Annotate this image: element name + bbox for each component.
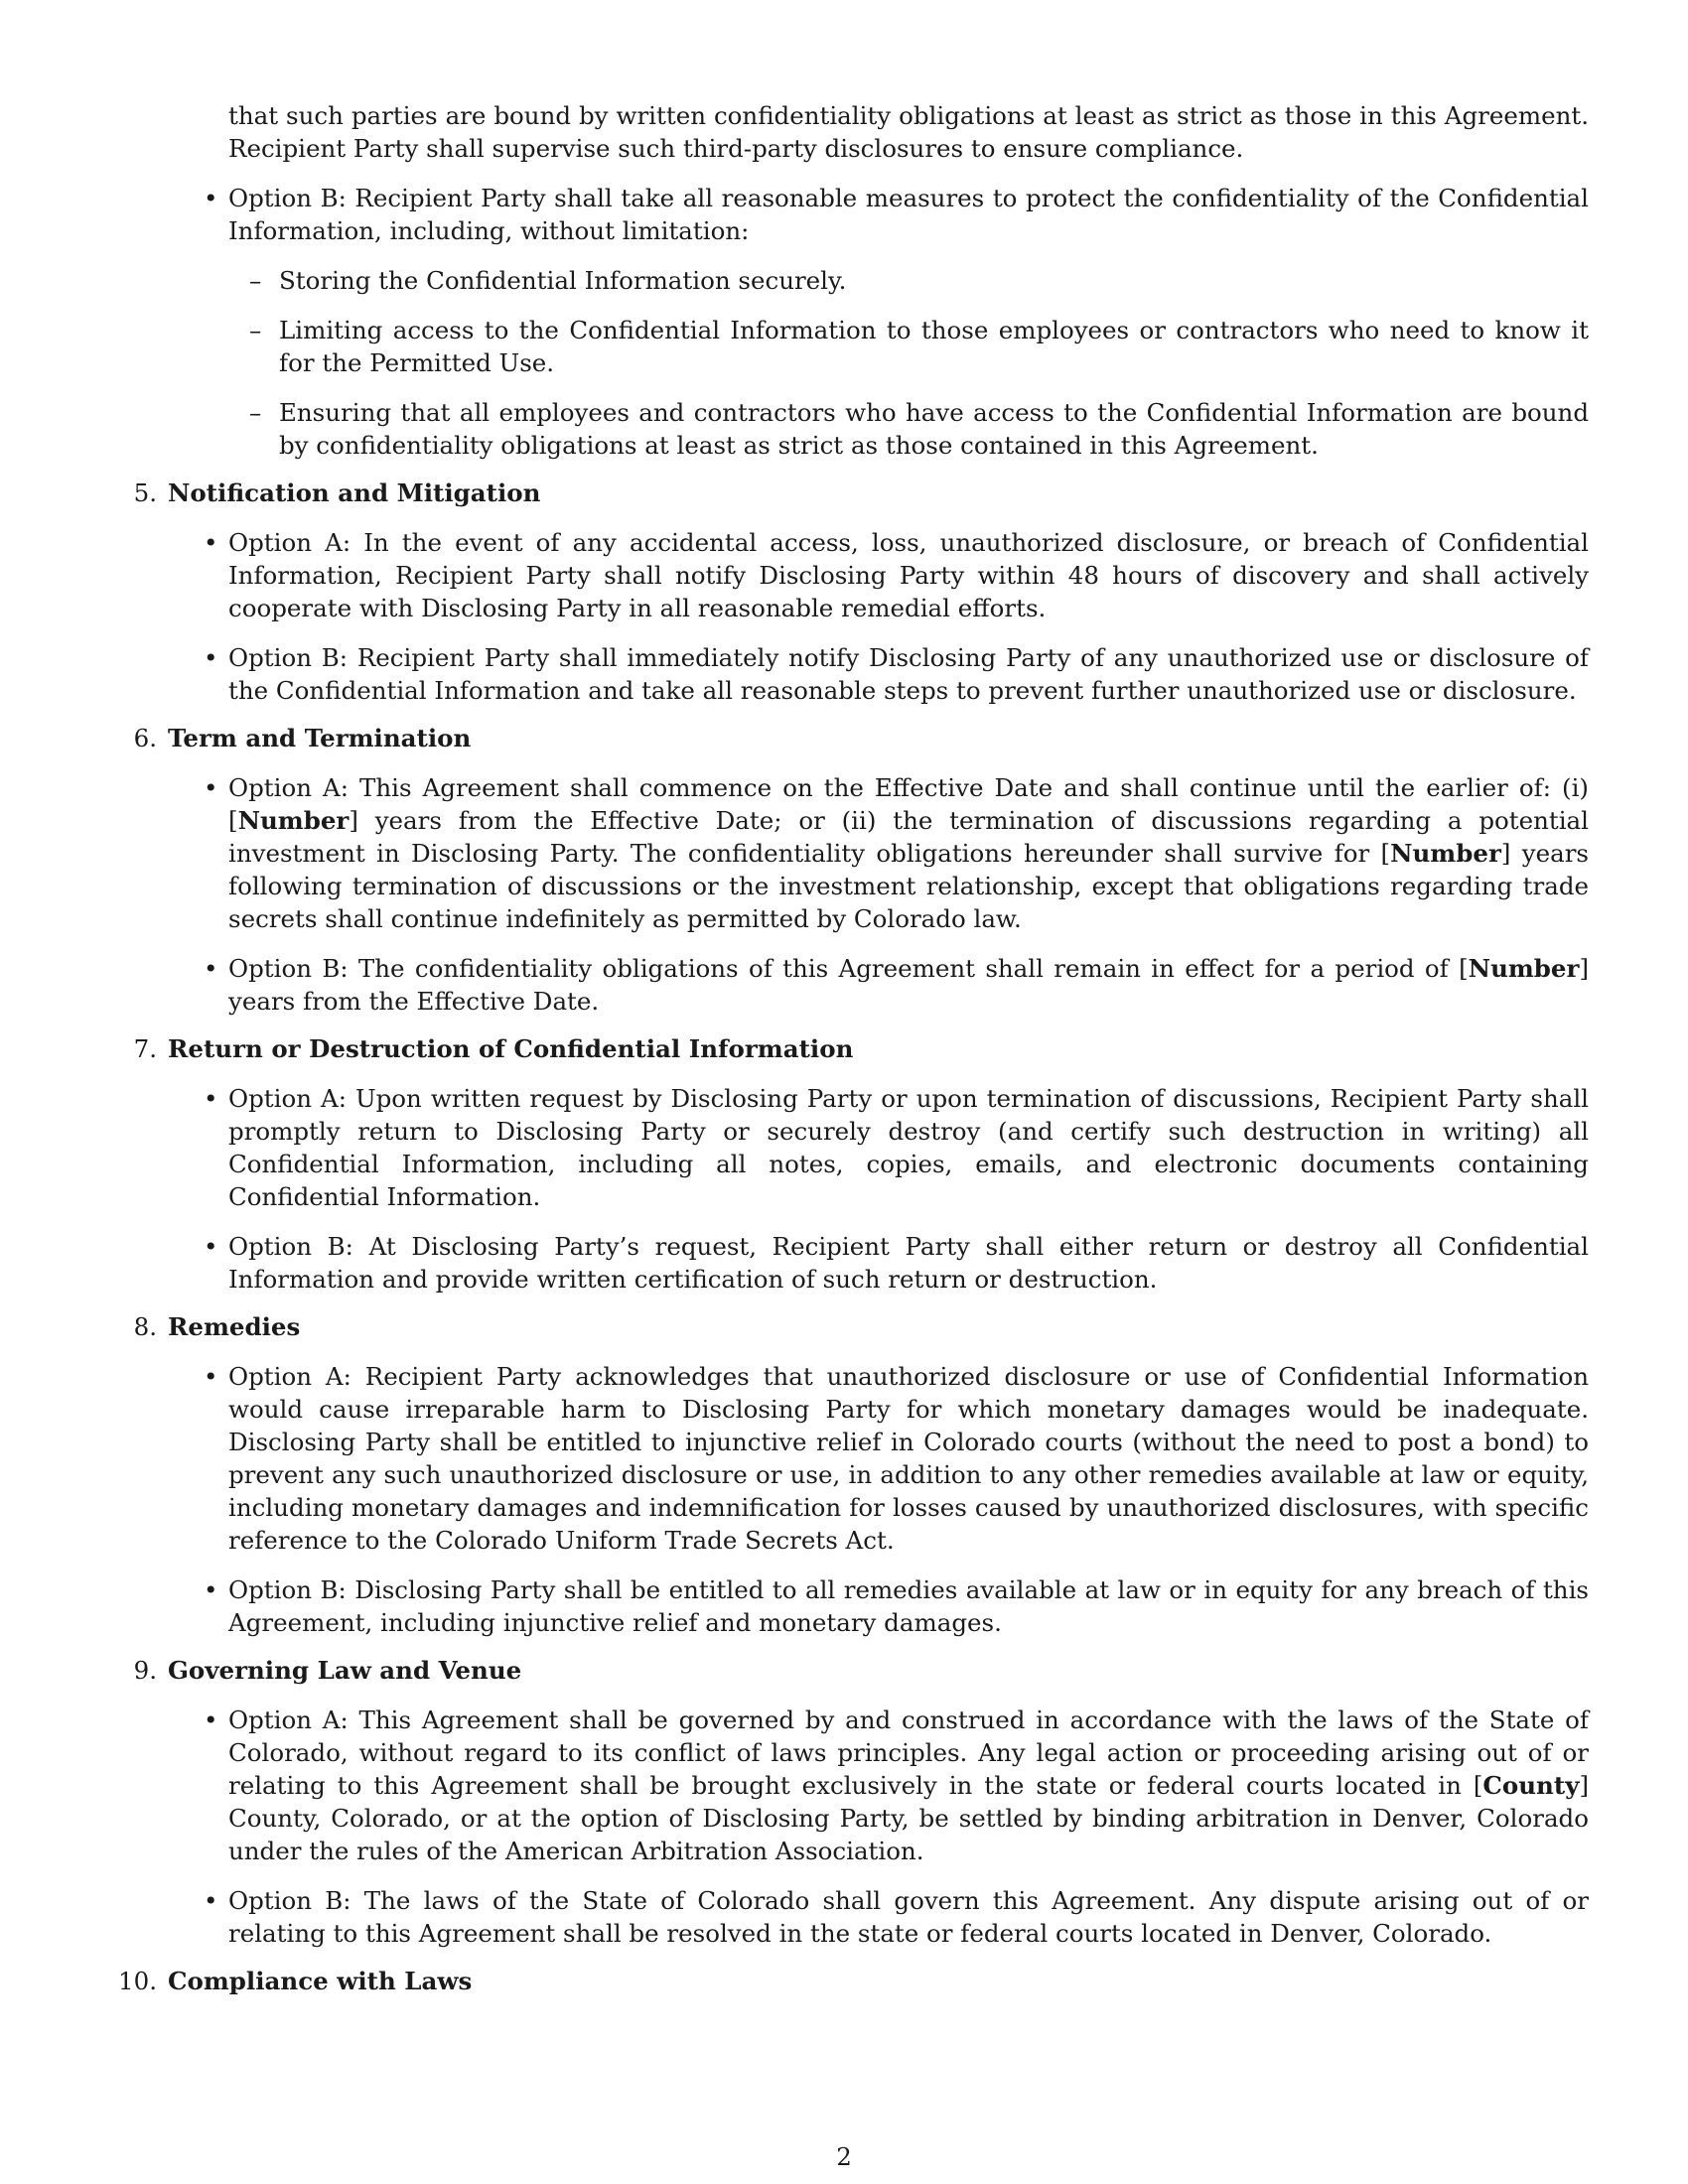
continued-paragraph: that such parties are bound by written confidentiality obligations at least as strict as those in this Agreement. Recipient Party shall supervise such third-party disclosures to ensure compliance. — [228, 101, 1589, 163]
option-a: • Option A: This Agreement shall commence on the Effective Date and shall continue until the earlier of: (i) [Number] years from the Effective Date; or (ii) the termination of discussions regarding a potential investment in Disclosing Party. The confidentiality obligations hereunder shall survive for [Number] years following termination of discussions or the investment relationship, except that obligations regarding trade secrets shall continue indefinitely as permitted by Colorado law. — [228, 771, 1589, 935]
section-title: Remedies — [168, 1312, 301, 1341]
option-b: • Option B: Recipient Party shall immediately notify Disclosing Party of any unauthorized use or disclosure of the Confidential Information and take all reasonable steps to prevent further unauthorized use or disclosure. — [228, 641, 1589, 707]
placeholder-number: Number — [1468, 954, 1580, 983]
section-heading — [0, 722, 1688, 754]
section-number: 8. — [133, 1312, 157, 1341]
document-body — [0, 99, 1688, 1997]
section-number: 5. — [133, 478, 157, 507]
option-b: • Option B: Disclosing Party shall be entitled to all remedies available at law or in equity for any breach of this Agreement, including injunctive relief and monetary damages. — [228, 1573, 1589, 1639]
placeholder-county: County — [1482, 1771, 1580, 1800]
placeholder-number: Number — [237, 806, 350, 835]
section-title: Compliance with Laws — [168, 1967, 473, 1995]
page-number: 2 — [836, 2142, 852, 2171]
option-a: • Option A: This Agreement shall be governed by and construed in accordance with the laws of the State of Colorado, without regard to its conflict of laws principles. Any legal action or proceeding arising out of or relating to this Agreement shall be brought exclusively in the state or federal courts located in [County] County, Colorado, or at the option of Disclosing Party, be settled by binding arbitration in Denver, Colorado under the rules of the American Arbitration Association. — [228, 1704, 1589, 1867]
sub-item: – Ensuring that all employees and contractors who have access to the Confidential Information are bound by confidentiality obligations at least as strict as those contained in this Agreement. — [279, 396, 1589, 462]
section-number: 6. — [133, 724, 157, 752]
section-heading — [0, 1032, 1688, 1065]
section-heading — [0, 1965, 1688, 1997]
option-b: • Option B: At Disclosing Party’s request, Recipient Party shall either return or destroy all Confidential Information and provide written certification of such return or destruction. — [228, 1230, 1589, 1296]
sub-item: – Storing the Confidential Information securely. — [279, 264, 1589, 297]
section-4-option-b — [228, 182, 1589, 247]
section-title: Term and Termination — [168, 724, 472, 752]
section-heading — [0, 477, 1688, 509]
option-a: • Option A: Recipient Party acknowledges that unauthorized disclosure or use of Confidential Information would cause irreparable harm to Disclosing Party for which monetary damages would be inadequate. Disclosing Party shall be entitled to injunctive relief in Colorado courts (without the need to post a bond) to prevent any such unauthorized disclosure or use, in addition to any other remedies available at law or equity, including monetary damages and indemnification for losses caused by unauthorized disclosures, with specific reference to the Colorado Uniform Trade Secrets Act. — [228, 1360, 1589, 1557]
section-title: Governing Law and Venue — [168, 1656, 522, 1685]
option-a: • Option A: In the event of any accidental access, loss, unauthorized disclosure, or breach of Confidential Information, Recipient Party shall notify Disclosing Party within 48 hours of discovery and shall actively cooperate with Disclosing Party in all reasonable remedial efforts. — [228, 526, 1589, 624]
section-heading — [0, 1654, 1688, 1687]
section-number: 9. — [133, 1656, 157, 1685]
section-number: 7. — [133, 1034, 157, 1063]
option-b: • Option B: The laws of the State of Colorado shall govern this Agreement. Any dispute arising out of or relating to this Agreement shall be resolved in the state or federal courts located in Denver, Colorado. — [228, 1884, 1589, 1950]
option-b: • Option B: The confidentiality obligations of this Agreement shall remain in effect for a period of [Number] years from the Effective Date. — [228, 952, 1589, 1018]
section-title: Notification and Mitigation — [168, 478, 541, 507]
section-heading — [0, 1310, 1688, 1343]
option-text: • Option B: Recipient Party shall take all reasonable measures to protect the confidentiality of the Confidential Information, including, without limitation: — [228, 184, 1589, 245]
sub-item: – Limiting access to the Confidential Information to those employees or contractors who need to know it for the Permitted Use. — [279, 314, 1589, 379]
placeholder-number: Number — [1390, 839, 1501, 868]
option-a: • Option A: Upon written request by Disclosing Party or upon termination of discussions, Recipient Party shall promptly return to Disclosing Party or securely destroy (and certify such destruction in writing) all Confidential Information, including all notes, copies, emails, and electronic documents containing Confidential Information. — [228, 1082, 1589, 1213]
section-title: Return or Destruction of Confidential Information — [168, 1034, 854, 1063]
section-number: 10. — [118, 1967, 157, 1995]
